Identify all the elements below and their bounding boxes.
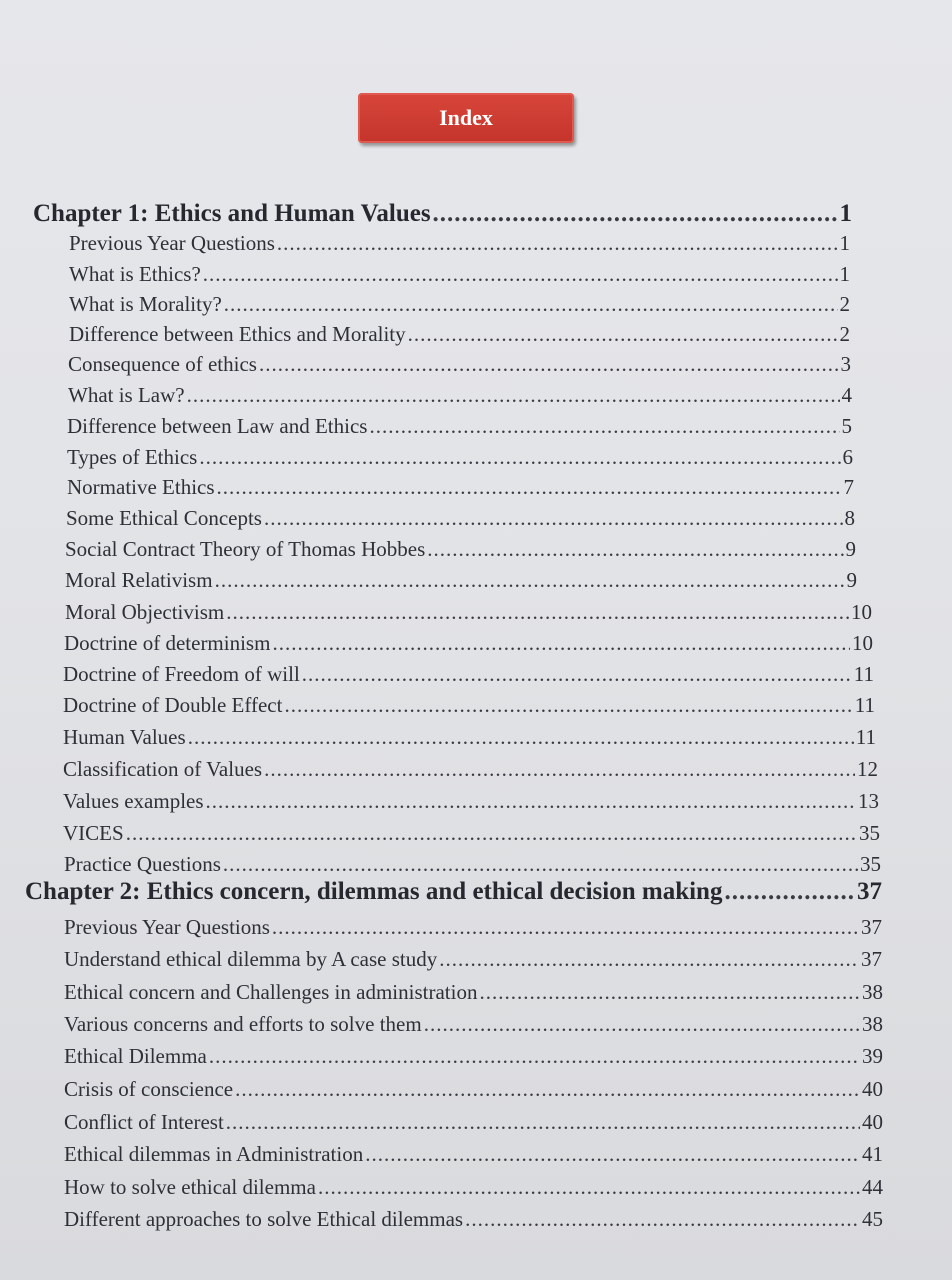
toc-entry-title: How to solve ethical dilemma <box>64 1175 316 1199</box>
dot-leader <box>224 292 838 317</box>
toc-entry-page-number: 1 <box>839 262 850 286</box>
toc-entry[interactable] <box>65 568 857 598</box>
dot-leader <box>226 600 849 625</box>
toc-entry-page-number: 12 <box>857 757 878 781</box>
toc-entry-page-number: 4 <box>841 383 852 407</box>
toc-entry-title: Types of Ethics <box>67 445 198 469</box>
toc-entry-title: What is Morality? <box>69 292 222 316</box>
toc-entry-page-number: 13 <box>858 789 879 813</box>
toc-entry[interactable] <box>64 980 883 1010</box>
dot-leader <box>369 414 839 439</box>
toc-entry-page-number: 45 <box>862 1207 883 1231</box>
toc-entry-title: Some Ethical Concepts <box>66 506 262 530</box>
dot-leader <box>126 821 857 846</box>
toc-entry-page-number: 1 <box>839 231 850 255</box>
toc-entry[interactable] <box>63 821 880 851</box>
chapter-heading-title: Chapter 2: Ethics concern, dilemmas and ethical decision making <box>25 878 723 905</box>
toc-entry[interactable] <box>64 915 882 945</box>
toc-entry-page-number: 11 <box>854 693 875 717</box>
toc-entry-title: Practice Questions <box>64 852 221 876</box>
toc-entry[interactable] <box>64 1207 883 1237</box>
toc-entry-title: Social Contract Theory of Thomas Hobbes <box>65 537 426 561</box>
toc-entry-page-number: 37 <box>861 915 882 939</box>
toc-entry-page-number: 35 <box>860 852 881 876</box>
toc-entry-title: Various concerns and efforts to solve them <box>64 1012 422 1036</box>
toc-entry-title: Different approaches to solve Ethical dilemmas <box>64 1207 464 1231</box>
chapter-heading[interactable] <box>33 200 852 230</box>
toc-entry[interactable] <box>64 1077 883 1107</box>
toc-entry-page-number: 5 <box>841 414 852 438</box>
dot-leader <box>277 231 838 256</box>
dot-leader <box>264 506 843 531</box>
toc-entry[interactable] <box>64 1110 883 1140</box>
dot-leader <box>433 200 838 228</box>
toc-entry[interactable] <box>64 1175 883 1205</box>
toc-entry-title: Ethical concern and Challenges in administration <box>64 980 478 1004</box>
toc-entry-page-number: 9 <box>845 537 856 561</box>
dot-leader <box>187 383 840 408</box>
toc-entry-page-number: 11 <box>853 662 874 686</box>
toc-entry-title: Classification of Values <box>63 757 263 781</box>
toc-entry[interactable] <box>64 1142 883 1172</box>
toc-entry-title: VICES <box>63 821 124 845</box>
toc-entry-title: Difference between Law and Ethics <box>67 414 368 438</box>
dot-leader <box>264 757 855 782</box>
toc-entry-title: Previous Year Questions <box>69 231 275 255</box>
toc-entry[interactable] <box>68 383 852 413</box>
dot-leader <box>188 725 854 750</box>
index-heading: Index <box>439 105 493 130</box>
dot-leader <box>302 662 852 687</box>
dot-leader <box>424 1012 860 1037</box>
toc-entry-title: Previous Year Questions <box>64 915 270 939</box>
dot-leader <box>439 947 859 972</box>
toc-entry-title: Human Values <box>63 725 186 749</box>
toc-entry[interactable] <box>69 292 850 322</box>
toc-entry-title: Moral Objectivism <box>65 600 225 624</box>
toc-entry-title: Understand ethical dilemma by A case study <box>64 947 438 971</box>
toc-entry-title: Ethical Dilemma <box>64 1044 207 1068</box>
dot-leader <box>272 631 850 656</box>
toc-entry-title: Doctrine of Double Effect <box>63 693 283 717</box>
toc-entry[interactable] <box>64 1012 883 1042</box>
toc-entry[interactable] <box>67 475 854 505</box>
chapter-heading-page-number: 1 <box>839 200 852 227</box>
toc-entry-page-number: 7 <box>843 475 854 499</box>
toc-entry-page-number: 37 <box>861 947 882 971</box>
dot-leader <box>724 878 855 906</box>
toc-entry-title: Moral Relativism <box>65 568 213 592</box>
toc-entry[interactable] <box>63 662 874 692</box>
toc-entry[interactable] <box>63 757 878 787</box>
toc-entry-page-number: 40 <box>862 1077 883 1101</box>
dot-leader <box>215 568 845 593</box>
toc-entry[interactable] <box>63 725 876 755</box>
toc-entry-title: What is Ethics? <box>69 262 201 286</box>
toc-entry-page-number: 8 <box>844 506 855 530</box>
toc-entry[interactable] <box>69 322 850 352</box>
toc-entry[interactable] <box>65 537 856 567</box>
dot-leader <box>272 915 859 940</box>
toc-entry[interactable] <box>63 693 875 723</box>
toc-entry-title: Doctrine of Freedom of will <box>63 662 300 686</box>
dot-leader <box>206 789 856 814</box>
toc-entry-page-number: 6 <box>842 445 853 469</box>
toc-entry-title: Normative Ethics <box>67 475 215 499</box>
toc-entry[interactable] <box>68 352 851 382</box>
toc-entry-title: What is Law? <box>68 383 185 407</box>
toc-entry-page-number: 38 <box>862 1012 883 1036</box>
toc-entry[interactable] <box>64 631 873 661</box>
toc-entry-page-number: 44 <box>862 1175 883 1199</box>
toc-entry-page-number: 40 <box>862 1110 883 1134</box>
dot-leader <box>209 1044 860 1069</box>
dot-leader <box>408 322 838 347</box>
dot-leader <box>217 475 842 500</box>
dot-leader <box>284 693 852 718</box>
toc-entry-page-number: 35 <box>859 821 880 845</box>
toc-entry-page-number: 39 <box>862 1044 883 1068</box>
toc-entry-page-number: 2 <box>839 322 850 346</box>
dot-leader <box>318 1175 860 1200</box>
toc-entry[interactable] <box>67 445 853 475</box>
dot-leader <box>199 445 840 470</box>
dot-leader <box>235 1077 860 1102</box>
toc-entry[interactable] <box>64 1044 883 1074</box>
toc-entry-title: Doctrine of determinism <box>64 631 271 655</box>
toc-entry-page-number: 11 <box>855 725 876 749</box>
toc-entry-title: Ethical dilemmas in Administration <box>64 1142 364 1166</box>
dot-leader <box>479 980 860 1005</box>
toc-entry-page-number: 10 <box>851 600 872 624</box>
dot-leader <box>365 1142 860 1167</box>
dot-leader <box>465 1207 860 1232</box>
chapter-heading-title: Chapter 1: Ethics and Human Values <box>33 200 431 227</box>
toc-entry[interactable] <box>69 231 850 261</box>
toc-entry-title: Difference between Ethics and Morality <box>69 322 406 346</box>
toc-entry[interactable] <box>69 262 850 292</box>
toc-entry[interactable] <box>66 506 855 536</box>
toc-entry-page-number: 38 <box>862 980 883 1004</box>
toc-entry-title: Crisis of conscience <box>64 1077 234 1101</box>
toc-entry-page-number: 2 <box>839 292 850 316</box>
toc-entry[interactable] <box>64 947 882 977</box>
dot-leader <box>226 1110 860 1135</box>
toc-entry-page-number: 3 <box>840 352 851 376</box>
toc-entry-page-number: 9 <box>846 568 857 592</box>
toc-entry[interactable] <box>67 414 852 444</box>
toc-entry[interactable] <box>65 600 872 630</box>
toc-entry-title: Values examples <box>63 789 204 813</box>
toc-entry-title: Consequence of ethics <box>68 352 257 376</box>
toc-entry-page-number: 10 <box>852 631 873 655</box>
chapter-heading-page-number: 37 <box>857 878 882 905</box>
chapter-heading[interactable] <box>25 878 882 908</box>
dot-leader <box>203 262 838 287</box>
toc-entry[interactable] <box>63 789 879 819</box>
dot-leader <box>427 537 843 562</box>
toc-entry-page-number: 41 <box>862 1142 883 1166</box>
dot-leader <box>223 852 858 877</box>
toc-entry-title: Conflict of Interest <box>64 1110 224 1134</box>
dot-leader <box>259 352 839 377</box>
